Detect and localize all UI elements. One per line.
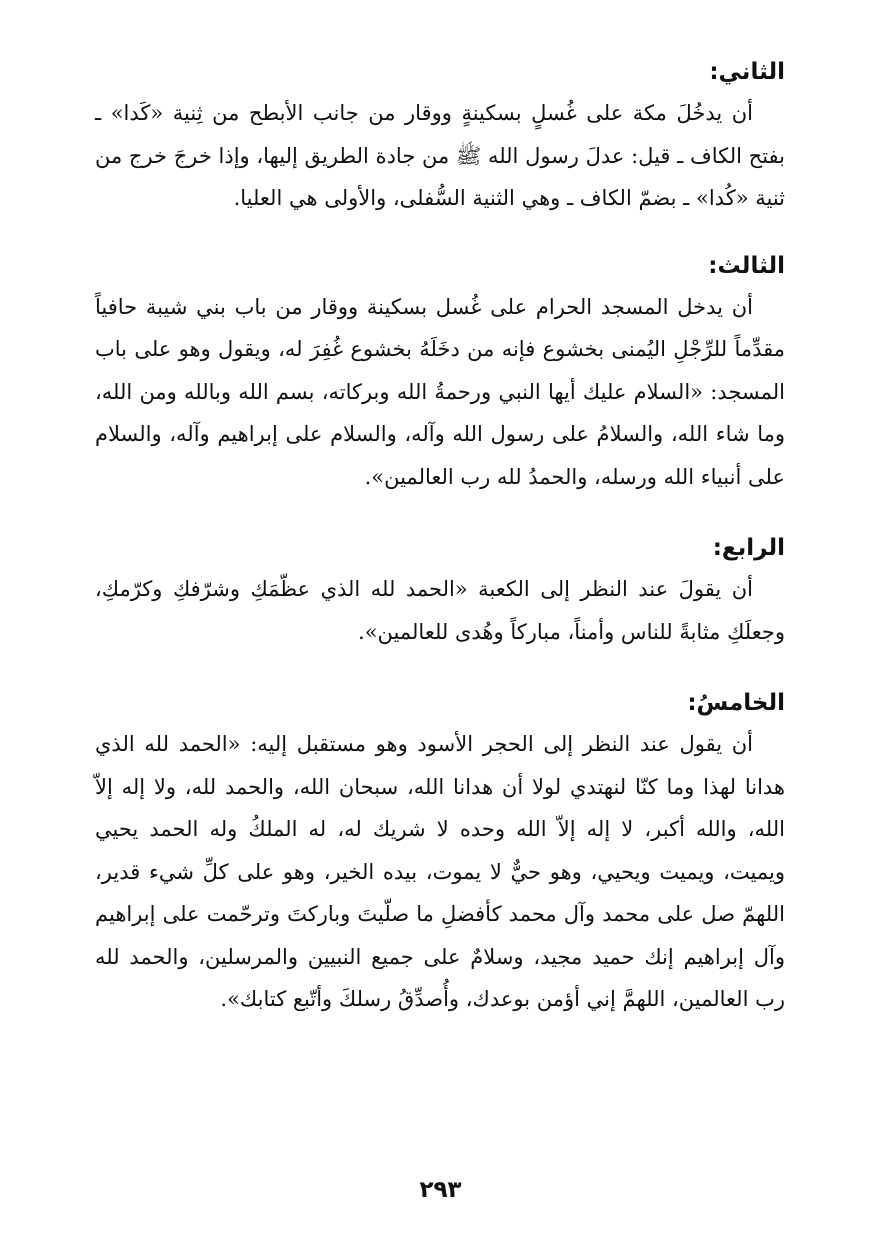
section-paragraph: أن يقول عند النظر إلى الحجر الأسود وهو مستقبل إليه: «الحمد لله الذي هدانا لهذا وما كنّا لنهتدي لولا أن هدانا الله، سبحان الله، والحمد لله، ولا إله إلاّ الله، والله أكبر، لا إله إلاّ الله وحده لا شريك له، له الملكُ وله الحمد يحيي ويميت، ويميت ويحيي، وهو حيٌّ لا يموت، بيده الخير، وهو على كلِّ شيء قدير، اللهمّ صل على محمد وآل محمد كأفضلِ ما صلّيتَ وباركتَ وترحّمت على إبراهيم وآل إبراهيم إنك حميد مجيد، وسلامٌ على جميع النبيين والمرسلين، والحمد لله رب العالمين، اللهمَّ إني أؤمن بوعدك، وأُصدِّقُ رسلكَ وأتّبع كتابك». xyxy=(95,732,785,1011)
section-heading: الرابع: xyxy=(712,535,785,561)
section-fifth xyxy=(95,683,785,1021)
section-paragraph: أن يدخل المسجد الحرام على غُسل بسكينة ووقار من باب بني شيبة حافياً مقدِّماً للرِّجْلِ اليُمنى بخشوع فإنه من دخَلَهُ بخشوع غُفِرَ له، ويقول وهو على باب المسجد: «السلام عليك أيها النبي ورحمةُ الله وبركاته، بسم الله وبالله ومن الله، وما شاء الله، والسلامُ على رسول الله وآله، والسلام على إبراهيم وآله، والسلام على أنبياء الله ورسله، والحمدُ لله رب العالمين». xyxy=(95,294,785,489)
section-heading: الثالث: xyxy=(708,252,785,279)
section-heading: الثاني: xyxy=(709,59,785,85)
section-fourth xyxy=(95,528,785,653)
section-paragraph: أن يدخُلَ مكة على غُسلٍ بسكينةٍ ووقار من جانب الأبطح من ثِنية «كَدا» ـ بفتح الكاف ـ قيل: عدلَ رسول الله ﷺ من جادة الطريق إليها، وإذا خرجَ خرج من ثنية «كُدا» ـ بضمّ الكاف ـ وهي الثنية السُّفلى، والأولى هي العليا. xyxy=(95,101,785,210)
section-second xyxy=(95,52,785,220)
section-heading: الخامسُ: xyxy=(687,690,785,716)
page-body xyxy=(95,52,785,1021)
section-paragraph: أن يقولَ عند النظر إلى الكعبة «الحمد لله الذي عظّمَكِ وشرّفكِ وكرّمكِ، وجعلَكِ مثابةً للناس وأمناً، مباركاً وهُدى للعالمين». xyxy=(95,577,785,644)
section-third xyxy=(95,246,785,499)
page-number: ٢٩٣ xyxy=(419,1177,462,1203)
